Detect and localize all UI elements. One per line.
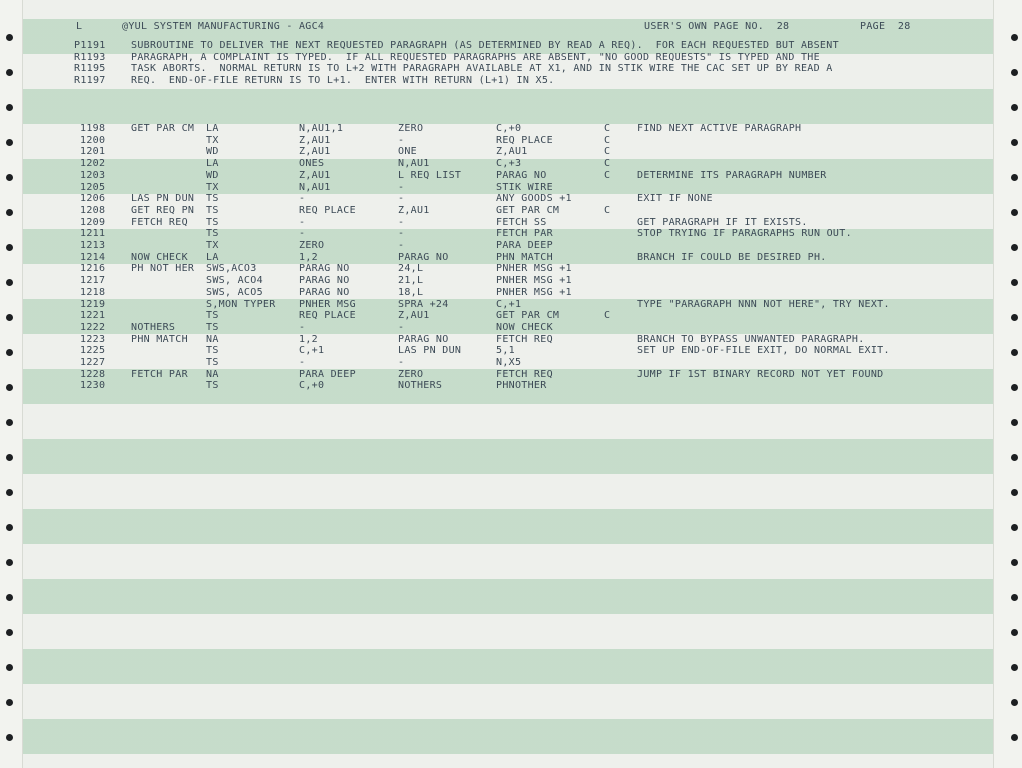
sprocket-hole-right xyxy=(1011,454,1018,461)
tractor-margin-right xyxy=(993,0,1022,768)
sprocket-hole-left xyxy=(6,384,13,391)
line-number: 1227 xyxy=(80,357,106,368)
operand-1: N,AU1,1 xyxy=(299,123,344,134)
operation-field: TS xyxy=(206,380,219,392)
operation-field: TS xyxy=(206,204,219,216)
operand-2: L REQ LIST xyxy=(398,169,462,181)
operand-1: 1,2 xyxy=(299,251,318,263)
line-number: R1193 xyxy=(74,51,106,63)
sprocket-hole-right xyxy=(1011,664,1018,671)
operand-1: - xyxy=(299,357,306,368)
operand-3: PHNOTHER xyxy=(496,380,547,392)
statement-comment: TYPE "PARAGRAPH NNN NOT HERE", TRY NEXT. xyxy=(637,298,890,310)
sprocket-hole-left xyxy=(6,104,13,111)
operation-field: NA xyxy=(206,368,219,380)
operation-field: TS xyxy=(206,228,219,240)
operation-field: SWS, ACO5 xyxy=(206,286,263,298)
card-flag: C xyxy=(604,146,611,158)
operand-3: ANY GOODS +1 xyxy=(496,193,572,205)
line-number: 1223 xyxy=(80,333,106,345)
line-number: 1209 xyxy=(80,216,106,228)
line-number: 1214 xyxy=(80,251,106,263)
operand-2: - xyxy=(398,181,405,193)
operand-1: PNHER MSG xyxy=(299,298,356,310)
users-page-number: USER'S OWN PAGE NO. 28 xyxy=(644,21,790,32)
statement-comment: JUMP IF 1ST BINARY RECORD NOT YET FOUND xyxy=(637,368,884,380)
operand-3: PHN MATCH xyxy=(496,251,553,263)
operand-1: - xyxy=(299,216,306,228)
operand-3: Z,AU1 xyxy=(496,146,528,158)
sprocket-hole-right xyxy=(1011,489,1018,496)
operand-1: - xyxy=(299,193,306,205)
operand-2: - xyxy=(398,240,405,251)
statement-label: GET REQ PN xyxy=(131,204,195,216)
sprocket-hole-right xyxy=(1011,314,1018,321)
operand-3: PNHER MSG +1 xyxy=(496,263,572,275)
operand-3: 5,1 xyxy=(496,345,515,357)
operation-field: NA xyxy=(206,333,219,345)
statement-comment: DETERMINE ITS PARAGRAPH NUMBER xyxy=(637,169,827,181)
statement-comment: FIND NEXT ACTIVE PARAGRAPH xyxy=(637,123,802,134)
operand-3: GET PAR CM xyxy=(496,310,560,322)
operand-2: ZERO xyxy=(398,123,424,134)
card-flag: C xyxy=(604,123,611,134)
operation-field: TX xyxy=(206,134,219,146)
operand-3: FETCH REQ xyxy=(496,368,553,380)
statement-label: FETCH PAR xyxy=(131,368,188,380)
sprocket-hole-left xyxy=(6,244,13,251)
operation-field: TS xyxy=(206,216,219,228)
statement-comment: BRANCH IF COULD BE DESIRED PH. xyxy=(637,251,827,263)
statement-label: NOW CHECK xyxy=(131,251,188,263)
operation-field: WD xyxy=(206,169,219,181)
operation-field: TX xyxy=(206,240,219,251)
statement-label: PH NOT HER xyxy=(131,263,195,275)
page-number: PAGE 28 xyxy=(860,21,911,32)
operand-1: C,+0 xyxy=(299,380,325,392)
operand-3: N,X5 xyxy=(496,357,522,368)
operand-3: GET PAR CM xyxy=(496,204,560,216)
sprocket-hole-right xyxy=(1011,139,1018,146)
sprocket-hole-left xyxy=(6,699,13,706)
sprocket-hole-right xyxy=(1011,559,1018,566)
sprocket-hole-right xyxy=(1011,349,1018,356)
operand-3: NOW CHECK xyxy=(496,321,553,333)
operand-2: LAS PN DUN xyxy=(398,345,462,357)
operand-2: Z,AU1 xyxy=(398,310,430,322)
operand-1: PARAG NO xyxy=(299,286,350,298)
line-number: 1201 xyxy=(80,146,106,158)
line-number: 1228 xyxy=(80,368,106,380)
operand-2: 21,L xyxy=(398,275,424,287)
sprocket-hole-left xyxy=(6,174,13,181)
sprocket-hole-right xyxy=(1011,244,1018,251)
operation-field: S,MON TYPER xyxy=(206,298,276,310)
sprocket-hole-left xyxy=(6,419,13,426)
operation-field: LA xyxy=(206,251,219,263)
header-mark: L xyxy=(76,21,83,32)
operation-field: TX xyxy=(206,181,219,193)
sprocket-hole-left xyxy=(6,279,13,286)
line-number: 1203 xyxy=(80,169,106,181)
operand-1: - xyxy=(299,321,306,333)
operand-2: 18,L xyxy=(398,286,424,298)
operand-1: REQ PLACE xyxy=(299,204,356,216)
operation-field: TS xyxy=(206,310,219,322)
line-number: 1200 xyxy=(80,134,106,146)
operand-1: - xyxy=(299,228,306,240)
line-number: 1211 xyxy=(80,228,106,240)
statement-comment: SET UP END-OF-FILE EXIT, DO NORMAL EXIT. xyxy=(637,345,890,357)
operation-field: TS xyxy=(206,193,219,205)
operand-1: PARA DEEP xyxy=(299,368,356,380)
statement-label: LAS PN DUN xyxy=(131,193,195,205)
operand-2: SPRA +24 xyxy=(398,298,449,310)
operand-2: - xyxy=(398,216,405,228)
line-number: 1208 xyxy=(80,204,106,216)
operation-field: TS xyxy=(206,345,219,357)
sprocket-hole-left xyxy=(6,629,13,636)
operand-2: ZERO xyxy=(398,368,424,380)
sprocket-hole-left xyxy=(6,139,13,146)
statement-label: FETCH REQ xyxy=(131,216,188,228)
operand-1: 1,2 xyxy=(299,333,318,345)
operand-2: ONE xyxy=(398,146,417,158)
card-flag: C xyxy=(604,134,611,146)
statement-comment: BRANCH TO BYPASS UNWANTED PARAGRAPH. xyxy=(637,333,865,345)
sprocket-hole-right xyxy=(1011,34,1018,41)
sprocket-hole-right xyxy=(1011,209,1018,216)
line-number: 1216 xyxy=(80,263,106,275)
sprocket-hole-left xyxy=(6,209,13,216)
sprocket-hole-right xyxy=(1011,629,1018,636)
line-number: 1230 xyxy=(80,380,106,392)
operation-field: TS xyxy=(206,357,219,368)
remark-text: SUBROUTINE TO DELIVER THE NEXT REQUESTED PARAGRAPH (AS DETERMINED BY READ A REQ). FOR EACH REQUESTED BUT ABSENT xyxy=(131,40,839,51)
card-flag: C xyxy=(604,204,611,216)
operand-1: N,AU1 xyxy=(299,181,331,193)
operand-2: PARAG NO xyxy=(398,333,449,345)
remark-text: PARAGRAPH, A COMPLAINT IS TYPED. IF ALL REQUESTED PARAGRAPHS ARE ABSENT, "NO GOOD REQUESTS" IS TYPED AND THE xyxy=(131,51,820,63)
operand-1: Z,AU1 xyxy=(299,169,331,181)
line-number: 1222 xyxy=(80,321,106,333)
operand-3: STIK WIRE xyxy=(496,181,553,193)
sprocket-hole-right xyxy=(1011,384,1018,391)
operand-3: C,+0 xyxy=(496,123,522,134)
sprocket-hole-left xyxy=(6,734,13,741)
sprocket-hole-right xyxy=(1011,69,1018,76)
operation-field: LA xyxy=(206,158,219,170)
card-flag: C xyxy=(604,158,611,170)
operation-field: LA xyxy=(206,123,219,134)
sprocket-hole-right xyxy=(1011,524,1018,531)
remark-text: REQ. END-OF-FILE RETURN IS TO L+1. ENTER WITH RETURN (L+1) IN X5. xyxy=(131,74,555,86)
operand-2: NOTHERS xyxy=(398,380,443,392)
sprocket-hole-left xyxy=(6,559,13,566)
statement-comment: GET PARAGRAPH IF IT EXISTS. xyxy=(637,216,808,228)
line-number: 1202 xyxy=(80,158,106,170)
statement-comment: STOP TRYING IF PARAGRAPHS RUN OUT. xyxy=(637,228,852,240)
sprocket-hole-left xyxy=(6,454,13,461)
operand-2: - xyxy=(398,193,405,205)
line-number: P1191 xyxy=(74,40,106,51)
line-number: 1217 xyxy=(80,275,106,287)
statement-label: GET PAR CM xyxy=(131,123,195,134)
operand-2: - xyxy=(398,134,405,146)
operand-2: - xyxy=(398,357,405,368)
operand-3: PARAG NO xyxy=(496,169,547,181)
sprocket-hole-right xyxy=(1011,419,1018,426)
operand-1: ZERO xyxy=(299,240,325,251)
statement-label: NOTHERS xyxy=(131,321,176,333)
operand-2: 24,L xyxy=(398,263,424,275)
operand-2: N,AU1 xyxy=(398,158,430,170)
statement-label: PHN MATCH xyxy=(131,333,188,345)
sprocket-hole-left xyxy=(6,314,13,321)
operation-field: SWS,ACO3 xyxy=(206,263,257,275)
line-number: R1195 xyxy=(74,63,106,74)
operand-3: PNHER MSG +1 xyxy=(496,286,572,298)
sprocket-hole-right xyxy=(1011,594,1018,601)
sprocket-hole-right xyxy=(1011,104,1018,111)
operand-3: C,+3 xyxy=(496,158,522,170)
operand-3: PNHER MSG +1 xyxy=(496,275,572,287)
line-number: 1205 xyxy=(80,181,106,193)
line-number: 1225 xyxy=(80,345,106,357)
operation-field: SWS, ACO4 xyxy=(206,275,263,287)
sprocket-hole-right xyxy=(1011,279,1018,286)
operand-3: FETCH REQ xyxy=(496,333,553,345)
operand-2: PARAG NO xyxy=(398,251,449,263)
operand-1: C,+1 xyxy=(299,345,325,357)
line-number: 1206 xyxy=(80,193,106,205)
operand-3: PARA DEEP xyxy=(496,240,553,251)
card-flag: C xyxy=(604,310,611,322)
remark-text: TASK ABORTS. NORMAL RETURN IS TO L+2 WITH PARAGRAPH AVAILABLE AT X1, AND IN STIK WIRE THE CAC SET UP BY READ A xyxy=(131,63,833,74)
operand-2: - xyxy=(398,321,405,333)
sprocket-hole-left xyxy=(6,524,13,531)
sprocket-hole-left xyxy=(6,664,13,671)
line-number: 1219 xyxy=(80,298,106,310)
line-number: 1213 xyxy=(80,240,106,251)
operand-1: Z,AU1 xyxy=(299,134,331,146)
line-number: 1198 xyxy=(80,123,106,134)
sprocket-hole-right xyxy=(1011,734,1018,741)
line-number: R1197 xyxy=(74,74,106,86)
operand-3: C,+1 xyxy=(496,298,522,310)
operand-1: Z,AU1 xyxy=(299,146,331,158)
operation-field: TS xyxy=(206,321,219,333)
sprocket-hole-right xyxy=(1011,174,1018,181)
line-number: 1221 xyxy=(80,310,106,322)
operand-1: PARAG NO xyxy=(299,263,350,275)
operand-3: FETCH PAR xyxy=(496,228,553,240)
sprocket-hole-left xyxy=(6,489,13,496)
operand-3: FETCH SS xyxy=(496,216,547,228)
sprocket-hole-right xyxy=(1011,699,1018,706)
operand-1: PARAG NO xyxy=(299,275,350,287)
operand-1: ONES xyxy=(299,158,325,170)
operand-3: REQ PLACE xyxy=(496,134,553,146)
operation-field: WD xyxy=(206,146,219,158)
sprocket-hole-left xyxy=(6,349,13,356)
header-title: @YUL SYSTEM MANUFACTURING - AGC4 xyxy=(122,21,325,32)
card-flag: C xyxy=(604,169,611,181)
statement-comment: EXIT IF NONE xyxy=(637,193,713,205)
sprocket-hole-left xyxy=(6,594,13,601)
operand-1: REQ PLACE xyxy=(299,310,356,322)
operand-2: - xyxy=(398,228,405,240)
operand-2: Z,AU1 xyxy=(398,204,430,216)
line-number: 1218 xyxy=(80,286,106,298)
